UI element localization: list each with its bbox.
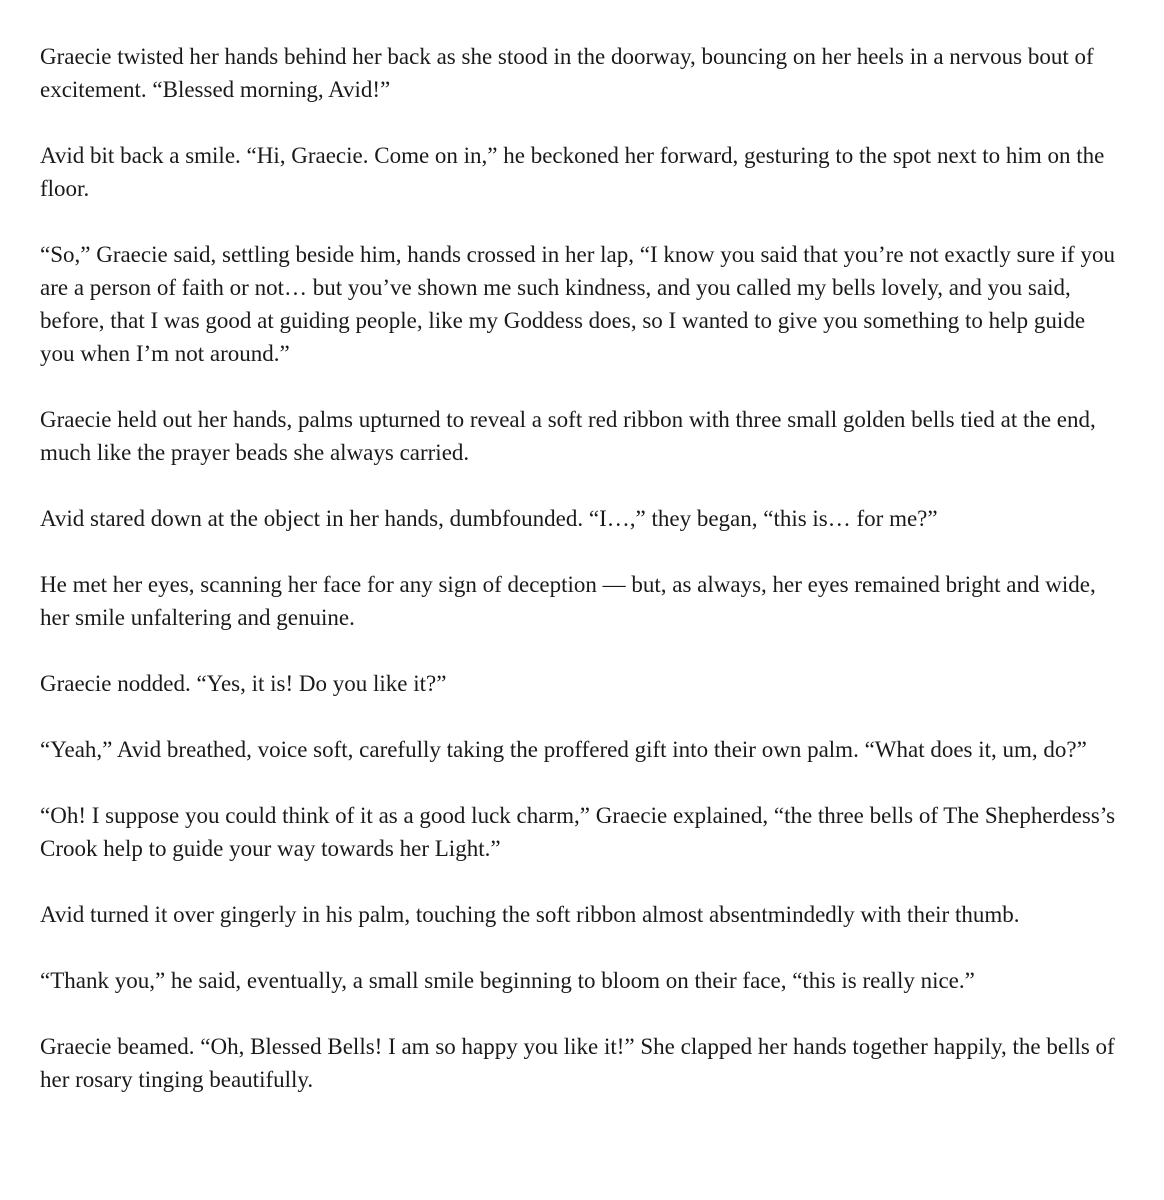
paragraph-8: “Yeah,” Avid breathed, voice soft, carefully taking the proffered gift into their own palm. “What does it, um, do?”	[40, 737, 1087, 762]
paragraph-1: Graecie twisted her hands behind her back as she stood in the doorway, bouncing on her heels in a nervous bout of excitement. “Blessed morning, Avid!”	[40, 44, 1094, 102]
paragraph-6: He met her eyes, scanning her face for any sign of deception — but, as always, her eyes remained bright and wide, her smile unfaltering and genuine.	[40, 572, 1096, 630]
paragraph-7: Graecie nodded. “Yes, it is! Do you like it?”	[40, 671, 447, 696]
paragraph-3: “So,” Graecie said, settling beside him, hands crossed in her lap, “I know you said that you’re not exactly sure if you are a person of faith or not… but you’ve shown me such kindness, and you called my bells lovely, and you said, before, that I was good at guiding people, like my Goddess does, so I wanted to give you something to help guide you when I’m not around.”	[40, 242, 1115, 366]
paragraph-2: Avid bit back a smile. “Hi, Graecie. Come on in,” he beckoned her forward, gesturing to the spot next to him on the floor.	[40, 143, 1105, 201]
paragraph-9: “Oh! I suppose you could think of it as a good luck charm,” Graecie explained, “the three bells of The Shepherdess’s Crook help to guide your way towards her Light.”	[40, 803, 1116, 861]
paragraph-12: Graecie beamed. “Oh, Blessed Bells! I am so happy you like it!” She clapped her hands together happily, the bells of her rosary tinging beautifully.	[40, 1034, 1115, 1092]
paragraph-4: Graecie held out her hands, palms upturned to reveal a soft red ribbon with three small golden bells tied at the end, much like the prayer beads she always carried.	[40, 407, 1096, 465]
paragraph-11: “Thank you,” he said, eventually, a small smile beginning to bloom on their face, “this is really nice.”	[40, 968, 975, 993]
paragraph-5: Avid stared down at the object in her hands, dumbfounded. “I…,” they began, “this is… for me?”	[40, 506, 938, 531]
paragraph-10: Avid turned it over gingerly in his palm, touching the soft ribbon almost absentmindedly with their thumb.	[40, 902, 1020, 927]
